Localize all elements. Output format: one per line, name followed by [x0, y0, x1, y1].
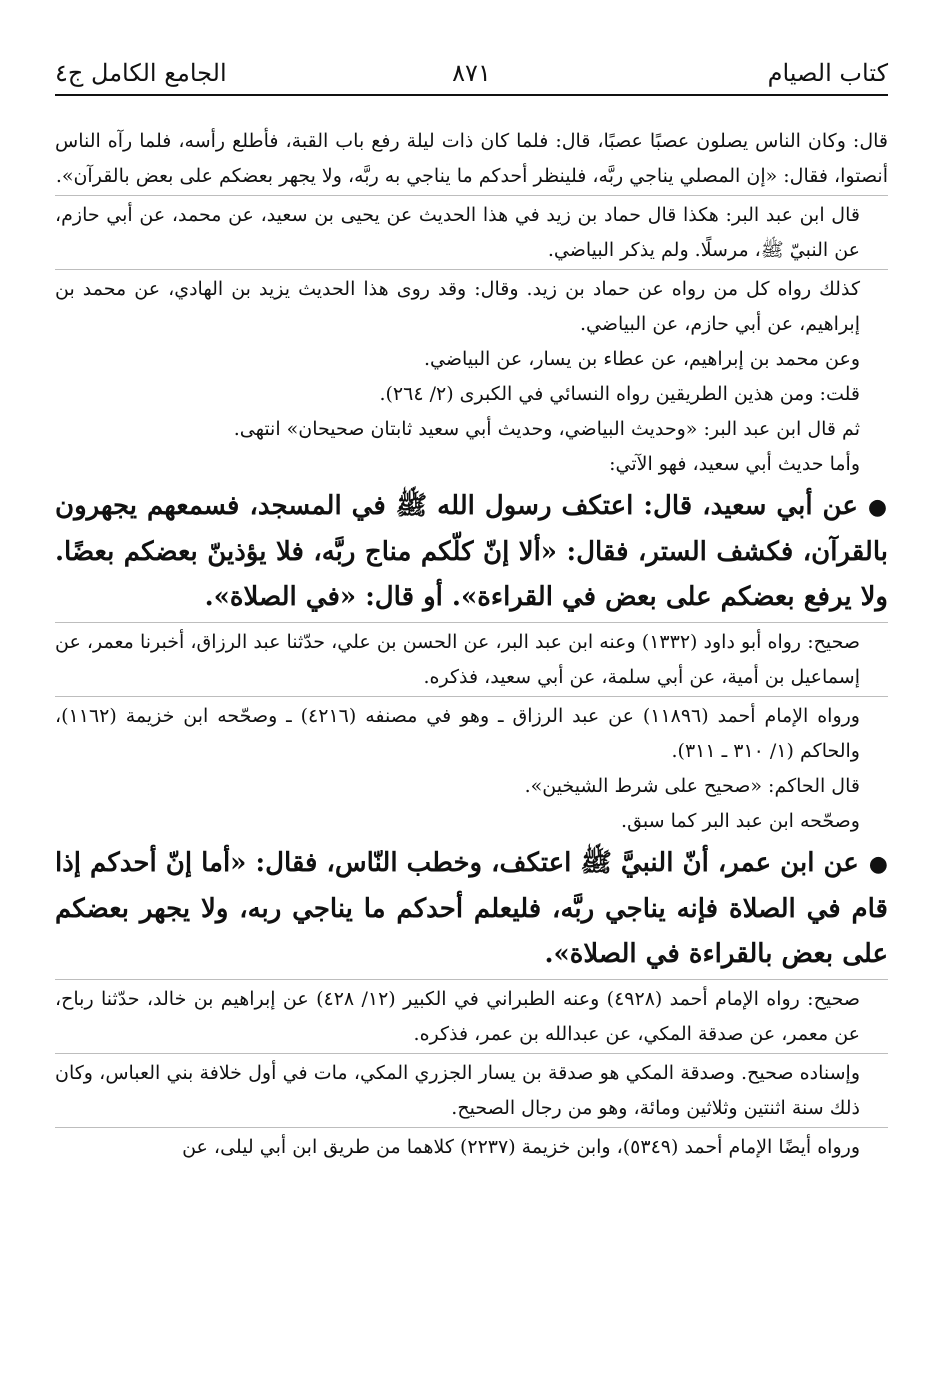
page-number: ٨٧١ [452, 59, 491, 87]
hadith-text: ●عن أبي سعيد، قال: اعتكف رسول الله ﷺ في المسجد، فسمعهم يجهرون بالقرآن، فكشف الستر، فقال: «ألا إنّ كلّكم مناج ربَّه، فلا يؤذينّ بعضكم بعضًا. ولا يرفع بعضكم على بعض في القراءة». أو قال: «في الصلاة». [55, 491, 888, 612]
paragraph: وصحّحه ابن عبد البر كما سبق. [621, 810, 860, 832]
paragraph: ورواه الإمام أحمد (١١٨٩٦) عن عبد الرزاق ـ وهو في مصنفه (٤٢١٦) ـ وصحّحه ابن خزيمة (١١٦٢)، والحاكم (١/ ٣١٠ ـ ٣١١). [55, 696, 888, 769]
paragraph: صحيح: رواه الإمام أحمد (٤٩٢٨) وعنه الطبراني في الكبير (١٢/ ٤٢٨) عن إبراهيم بن خالد، حدّثنا رباح، عن معمر، عن صدقة المكي، عن عبدالله بن عمر، فذكره. [55, 979, 888, 1052]
paragraph: ثم قال ابن عبد البر: «وحديث البياضي، وحديث أبي سعيد ثابتان صحيحان» انتهى. [233, 418, 860, 440]
paragraph: قال: وكان الناس يصلون عصبًا عصبًا، قال: فلما كان ذات ليلة رفع باب القبة، فأطلع رأسه، فلما رآه الناس أنصتوا، فقال: «إن المصلي يناجي ربَّه، فلينظر أحدكم ما يناجي به ربَّه، ولا يجهر بعضكم على بعض بالقرآن». [55, 130, 888, 187]
hadith-text: ●عن ابن عمر، أنّ النبيَّ ﷺ اعتكف، وخطب النّاس، فقال: «أما إنّ أحدكم إذا قام في الصلاة فإنه يناجي ربَّه، فليعلم أحدكم ما يناجي ربه، ولا يجهر بعضكم على بعض بالقراءة في الصلاة». [54, 848, 888, 969]
paragraph: كذلك رواه كل من رواه عن حماد بن زيد. وقال: وقد روى هذا الحديث يزيد بن الهادي، عن محمد بن إبراهيم، عن أبي حازم، عن البياضي. [55, 269, 888, 342]
page-header [55, 50, 888, 96]
volume-title: الجامع الكامل ج٤ [55, 59, 227, 87]
paragraph: ورواه أيضًا الإمام أحمد (٥٣٤٩)، وابن خزيمة (٢٢٣٧) كلاهما من طريق ابن أبي ليلى، عن [55, 1127, 888, 1165]
paragraph: قلت: ومن هذين الطريقين رواه النسائي في الكبرى (٢/ ٢٦٤). [379, 383, 860, 405]
page-body [55, 124, 888, 1165]
paragraph: وعن محمد بن إبراهيم، عن عطاء بن يسار، عن البياضي. [423, 348, 860, 370]
book-title: كتاب الصيام [767, 59, 888, 87]
paragraph: صحيح: رواه أبو داود (١٣٣٢) وعنه ابن عبد البر، عن الحسن بن علي، حدّثنا عبد الرزاق، أخبرنا معمر، عن إسماعيل بن أمية، عن أبي سلمة، عن أبي سعيد، فذكره. [55, 622, 888, 695]
paragraph: وإسناده صحيح. وصدقة المكي هو صدقة بن يسار الجزري المكي، مات في أول خلافة بني العباس، وكان ذلك سنة اثنتين وثلاثين ومائة، وهو من رجال الصحيح. [55, 1053, 888, 1126]
paragraph: قال الحاكم: «صحيح على شرط الشيخين». [524, 775, 860, 797]
bullet-icon: ● [867, 494, 888, 520]
paragraph: وأما حديث أبي سعيد، فهو الآتي: [609, 453, 860, 475]
paragraph: قال ابن عبد البر: هكذا قال حماد بن زيد في هذا الحديث عن يحيى بن سعيد، عن محمد، عن أبي حازم، عن النبيّ ﷺ، مرسلًا. ولم يذكر البياضي. [55, 195, 888, 268]
bullet-icon: ● [868, 851, 888, 877]
